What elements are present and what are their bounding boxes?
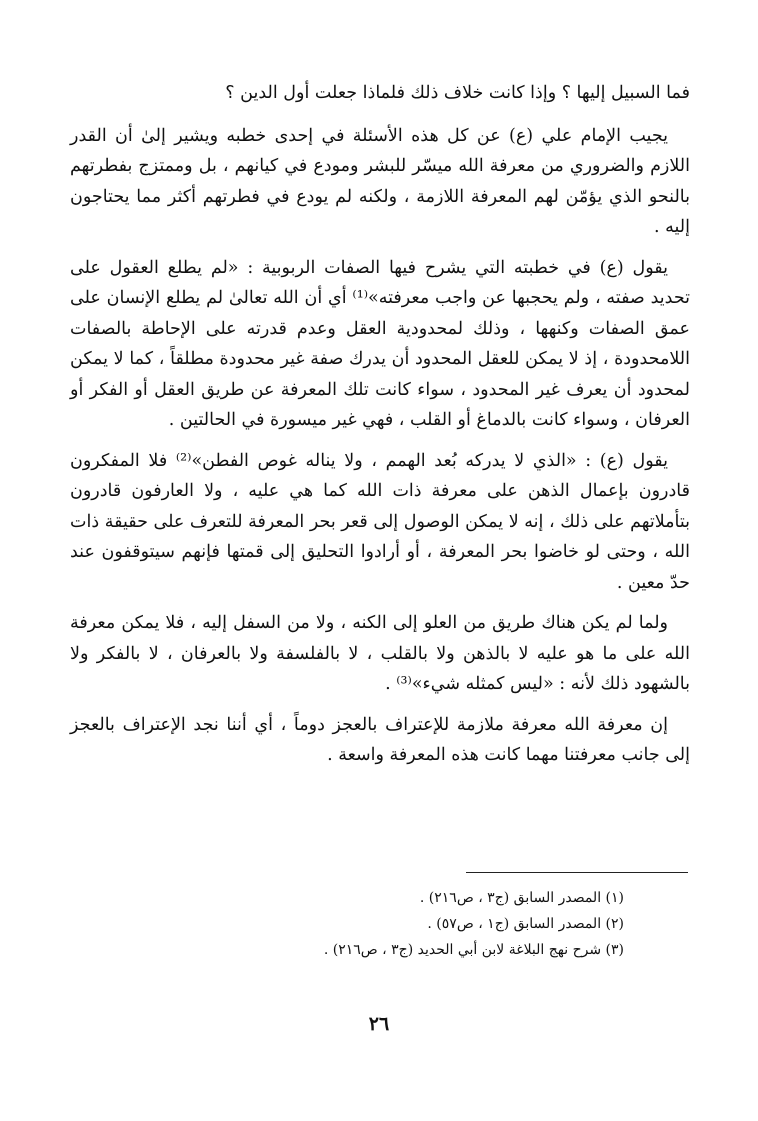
page-body — [70, 78, 690, 781]
paragraph-limits-of-thinkers: يقول (ع) : «الذي لا يدركه بُعد الهمم ، ولا يناله غوص الفطن»⁽²⁾ فلا المفكرون قادرون بإعمال الذهن على معرفة ذات الله كما هي عليه ، ولا العارفون قادرون بتأملاتهم على ذلك ، إنه لا يمكن الوصول إلى قعر بحر المعرفة للتعرف على حقيقة ذات الله ، وحتى لو خاضوا بحر المعرفة ، أو أرادوا التحليق إلى قمتها فإنهم سيتوقفون عند حدّ معين . — [70, 450, 690, 593]
page-number: ٢٦ — [368, 1013, 390, 1035]
paragraph-no-path-to-essence: ولما لم يكن هناك طريق من العلو إلى الكنه ، ولا من السفل إليه ، فلا يمكن معرفة الله على ما هو عليه لا بالذهن ولا بالقلب ، لا بالفلسفة ولا بالعرفان ، لا بالفكر ولا بالشهود ذلك لأنه : «ليس كمثله شيء»⁽³⁾ . — [70, 613, 690, 694]
paragraph-imam-ali-answer: يجيب الإمام علي (ع) عن كل هذه الأسئلة في إحدى خطبه ويشير إلىٰ أن القدر اللازم والضروري من معرفة الله ميسّر للبشر ومودع في كيانهم ، بل وممتزج بفطرتهم بالنحو الذي يؤمّن لهم المعرفة اللازمة ، ولكنه لم يودع في فطرتهم أكثر مما يحتاجون إليه . — [70, 125, 690, 237]
paragraph-intro-question: فما السبيل إليها ؟ وإذا كانت خلاف ذلك فلماذا جعلت أول الدين ؟ — [225, 83, 690, 103]
paragraph-knowledge-and-humility: إن معرفة الله معرفة ملازمة للإعتراف بالعجز دوماً ، أي أننا نجد الإعتراف بالعجز إلى جانب معرفتنا مهما كانت هذه المعرفة واسعة . — [70, 714, 690, 765]
footnote-divider — [466, 872, 688, 873]
footnote-2: (٢) المصدر السابق (ج١ ، ص٥٧) . — [427, 916, 624, 932]
footnote-1: (١) المصدر السابق (ج٣ ، ص٢١٦) . — [419, 890, 624, 906]
footnote-3: (٣) شرح نهج البلاغة لابن أبي الحديد (ج٣ ، ص٢١٦) . — [323, 942, 624, 958]
footnotes — [68, 885, 624, 963]
paragraph-divine-attributes: يقول (ع) في خطبته التي يشرح فيها الصفات الربوبية : «لم يطلع العقول على تحديد صفته ، ولم يحجبها عن واجب معرفته»⁽¹⁾ أي أن الله تعالىٰ لم يطلع الإنسان على عمق الصفات وكنهها ، وذلك لمحدودية العقل وعدم قدرته على الإحاطة بالصفات اللامحدودة ، إذ لا يمكن للعقل المحدود أن يدرك صفة غير محدودة مطلقاً ، كما لا يمكن لمحدود أن يعرف غير المحدود ، سواء كانت تلك المعرفة عن طريق العقل أو الفكر أو العرفان ، وسواء كانت بالدماغ أو القلب ، فهي غير ميسورة في الحالتين . — [70, 257, 691, 430]
